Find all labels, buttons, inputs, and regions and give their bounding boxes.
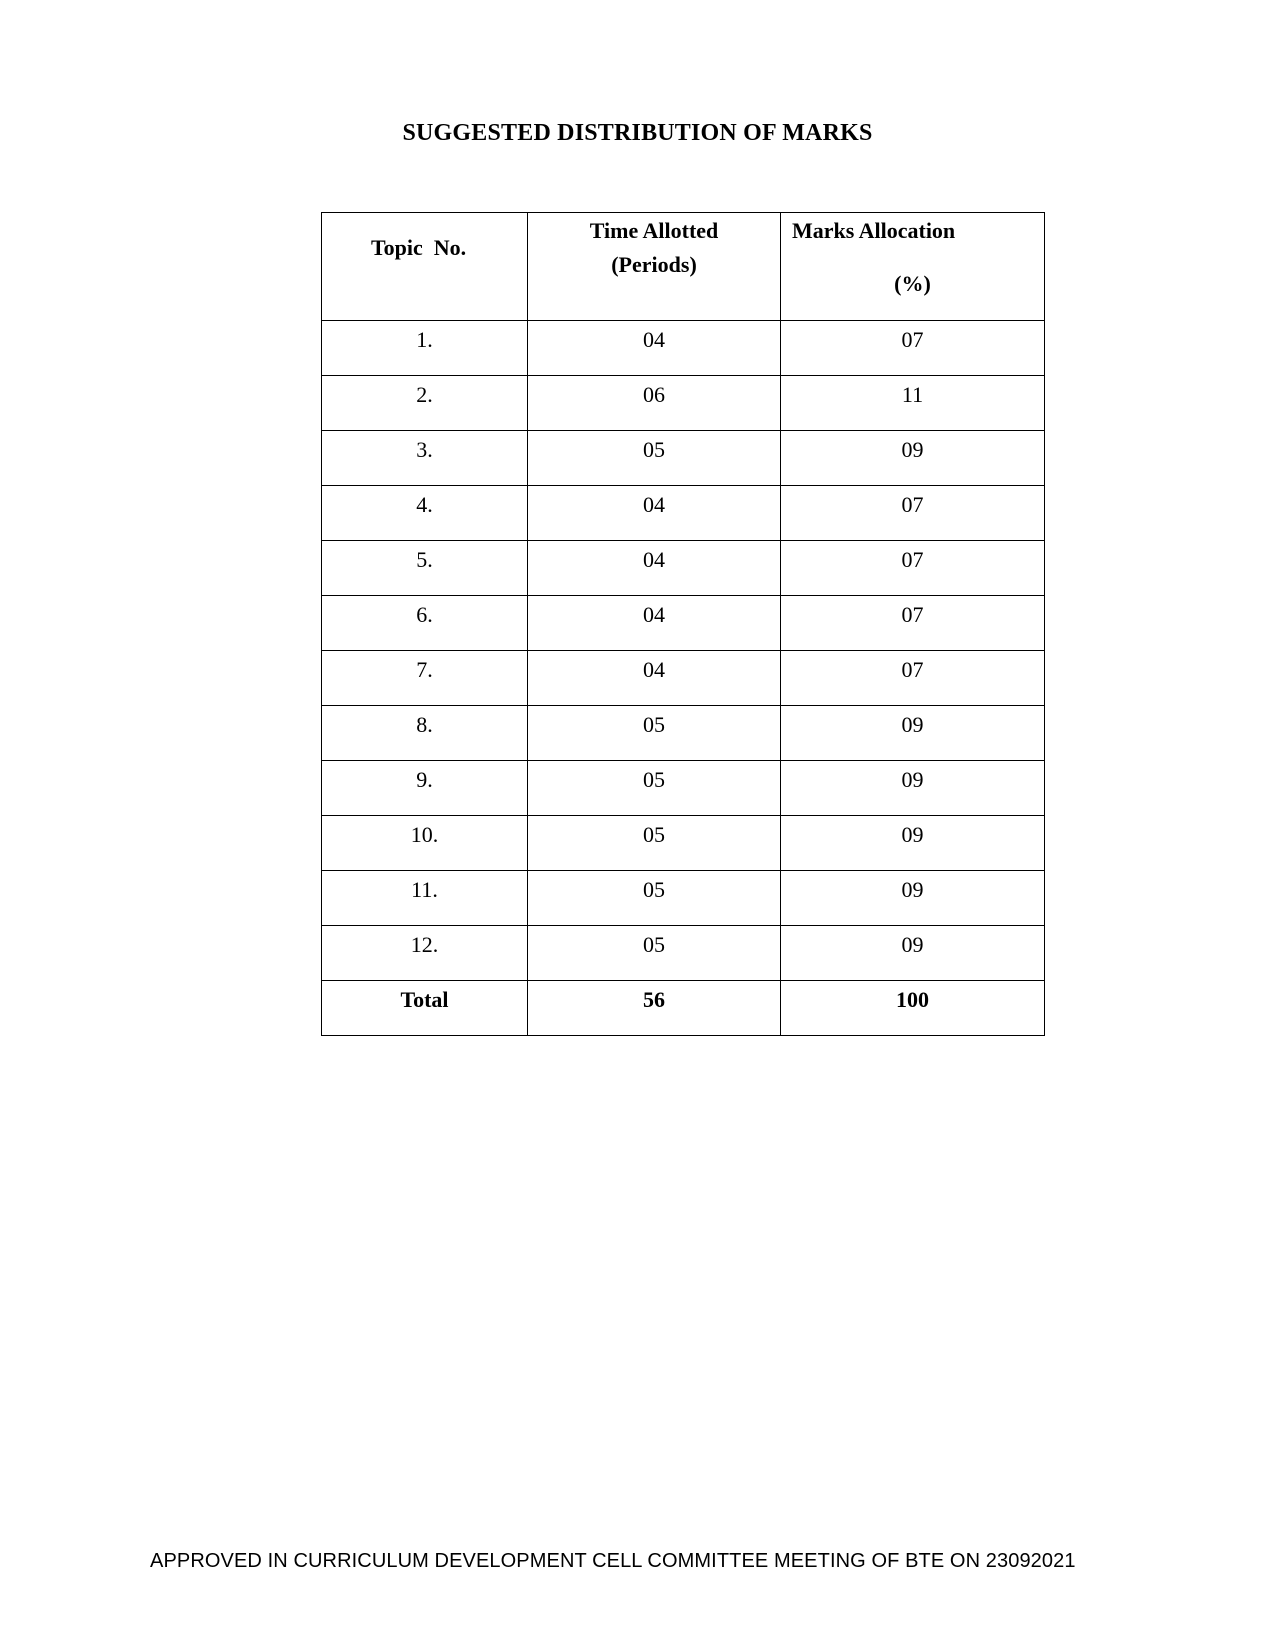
marks-allocation-cell: 07 (781, 651, 1045, 706)
topic-no-cell: 6. (322, 596, 528, 651)
topic-no-cell: 3. (322, 431, 528, 486)
marks-allocation-cell: 11 (781, 376, 1045, 431)
header-marks-allocation-unit: (%) (894, 271, 931, 296)
time-allotted-cell: 05 (528, 761, 781, 816)
marks-allocation-cell: 09 (781, 761, 1045, 816)
table-row (322, 706, 1045, 761)
table-row (322, 431, 1045, 486)
header-marks-allocation (781, 213, 1045, 321)
time-allotted-cell: 04 (528, 321, 781, 376)
total-label: Total (322, 981, 528, 1036)
marks-allocation-cell: 07 (781, 321, 1045, 376)
topic-no-cell: 5. (322, 541, 528, 596)
marks-allocation-cell: 09 (781, 816, 1045, 871)
topic-no-cell: 4. (322, 486, 528, 541)
table-body (322, 213, 1045, 1036)
topic-no-cell: 11. (322, 871, 528, 926)
table-row (322, 651, 1045, 706)
table-header-row (322, 213, 1045, 321)
table-row (322, 596, 1045, 651)
header-time-allotted (528, 213, 781, 321)
time-allotted-cell: 05 (528, 431, 781, 486)
header-time-allotted-label: Time Allotted (589, 218, 719, 243)
table-row (322, 541, 1045, 596)
topic-no-cell: 2. (322, 376, 528, 431)
total-row (322, 981, 1045, 1036)
topic-no-cell: 8. (322, 706, 528, 761)
total-time: 56 (528, 981, 781, 1036)
time-allotted-cell: 05 (528, 871, 781, 926)
marks-distribution-table (321, 212, 1045, 1036)
topic-no-cell: 10. (322, 816, 528, 871)
time-allotted-cell: 05 (528, 926, 781, 981)
time-allotted-cell: 05 (528, 706, 781, 761)
topic-no-cell: 1. (322, 321, 528, 376)
topic-no-cell: 9. (322, 761, 528, 816)
table-row (322, 486, 1045, 541)
time-allotted-cell: 04 (528, 541, 781, 596)
table-row (322, 926, 1045, 981)
time-allotted-cell: 04 (528, 486, 781, 541)
marks-allocation-cell: 09 (781, 706, 1045, 761)
topic-no-cell: 7. (322, 651, 528, 706)
marks-allocation-cell: 09 (781, 431, 1045, 486)
marks-allocation-cell: 07 (781, 541, 1045, 596)
topic-no-cell: 12. (322, 926, 528, 981)
table-row (322, 871, 1045, 926)
marks-allocation-cell: 07 (781, 596, 1045, 651)
table-row (322, 321, 1045, 376)
header-topic-no: Topic No. (322, 213, 528, 321)
marks-allocation-cell: 07 (781, 486, 1045, 541)
time-allotted-cell: 05 (528, 816, 781, 871)
marks-allocation-cell: 09 (781, 926, 1045, 981)
table-row (322, 761, 1045, 816)
table-row (322, 816, 1045, 871)
header-time-allotted-unit: (Periods) (611, 252, 697, 277)
time-allotted-cell: 06 (528, 376, 781, 431)
time-allotted-cell: 04 (528, 651, 781, 706)
header-marks-allocation-label: Marks Allocation (792, 218, 956, 243)
marks-allocation-cell: 09 (781, 871, 1045, 926)
page-title: SUGGESTED DISTRIBUTION OF MARKS (402, 120, 873, 146)
total-marks: 100 (781, 981, 1045, 1036)
time-allotted-cell: 04 (528, 596, 781, 651)
approval-footer-note: APPROVED IN CURRICULUM DEVELOPMENT CELL COMMITTEE MEETING OF BTE ON 23092021 (150, 1550, 1076, 1572)
table-row (322, 376, 1045, 431)
